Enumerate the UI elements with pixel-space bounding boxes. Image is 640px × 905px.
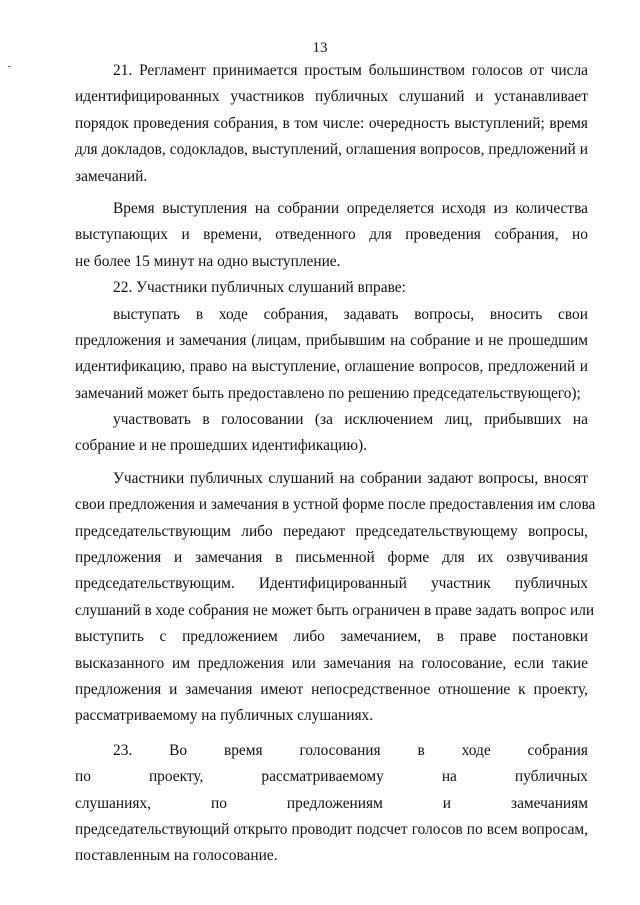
text-line: порядок проведения собрания, в том числе: очередность выступлений; время (75, 114, 588, 132)
page-number: 13 (312, 40, 328, 56)
paragraph-22 (75, 275, 588, 301)
text-line: замечаний. (75, 167, 148, 185)
text-line: выступать в ходе собрания, задавать вопросы, вносить свои (113, 305, 588, 323)
text-line: выступить с предложением либо замечанием, в праве постановки (75, 628, 588, 646)
text-line: предложения и замечания (лицам, прибывшим на собрание и не прошедшим (75, 331, 588, 349)
document-body (75, 58, 596, 870)
text-line: для докладов, содокладов, выступлений, оглашения вопросов, предложений и (75, 141, 588, 159)
margin-mark (8, 66, 11, 67)
text-line: слушаний в ходе собрания не может быть ограничен в праве задать вопрос или (75, 601, 595, 619)
text-line: замечаний может быть предоставлено по решению председательствующего); (75, 384, 581, 402)
paragraph-right-to-vote (75, 407, 588, 460)
text-line: 21. Регламент принимается простым большинством голосов от числа (113, 62, 588, 79)
text-line: свои предложения и замечания в устной форме после предоставления им слова (75, 496, 596, 514)
text-line: не более 15 минут на одно выступление. (75, 252, 341, 270)
text-line: поставленным на голосование. (75, 847, 278, 865)
text-line: 22. Участники публичных слушаний вправе: (113, 279, 406, 297)
paragraph-21 (75, 58, 588, 190)
text-line: предложения и замечания имеют непосредственное отношение к проекту, (75, 680, 588, 698)
text-line: идентификацию, право на выступление, оглашение вопросов, предложений и (75, 358, 588, 376)
text-line: высказанного им предложения или замечания на голосование, если такие (75, 654, 588, 672)
paragraph-participants (75, 466, 596, 730)
text-line: председательствующим. Идентифицированный участник публичных (75, 575, 588, 593)
text-line: участвовать в голосовании (за исключением лиц, прибывших на (113, 411, 588, 429)
text-line: Время выступления на собрании определяется исходя из количества (113, 199, 588, 217)
paragraph-right-to-speak (75, 302, 588, 408)
paragraph-speech-time (75, 196, 588, 275)
text-line: собрание и не прошедших идентификацию). (75, 437, 367, 455)
text-line: выступающих и времени, отведенного для проведения собрания, но (75, 226, 588, 244)
text-line: председательствующий открыто проводит подсчет голосов по всем вопросам, (75, 820, 588, 838)
text-line: предложения и замечания в письменной форме для их озвучивания (75, 549, 588, 567)
text-line: 23. Во время голосования в ходе собрания (113, 741, 588, 759)
paragraph-23 (75, 738, 588, 870)
text-line: слушаниях, по предложениям и замечаниям (75, 794, 588, 812)
text-line: идентифицированных участников публичных слушаний и устанавливает (75, 88, 588, 106)
text-line: по проекту, рассматриваемому на публичных (75, 768, 588, 786)
text-line: Участники публичных слушаний на собрании задают вопросы, вносят (113, 469, 588, 487)
text-line: рассматриваемому на публичных слушаниях. (75, 707, 374, 725)
text-line: председательствующим либо передают председательствующему вопросы, (75, 522, 588, 540)
